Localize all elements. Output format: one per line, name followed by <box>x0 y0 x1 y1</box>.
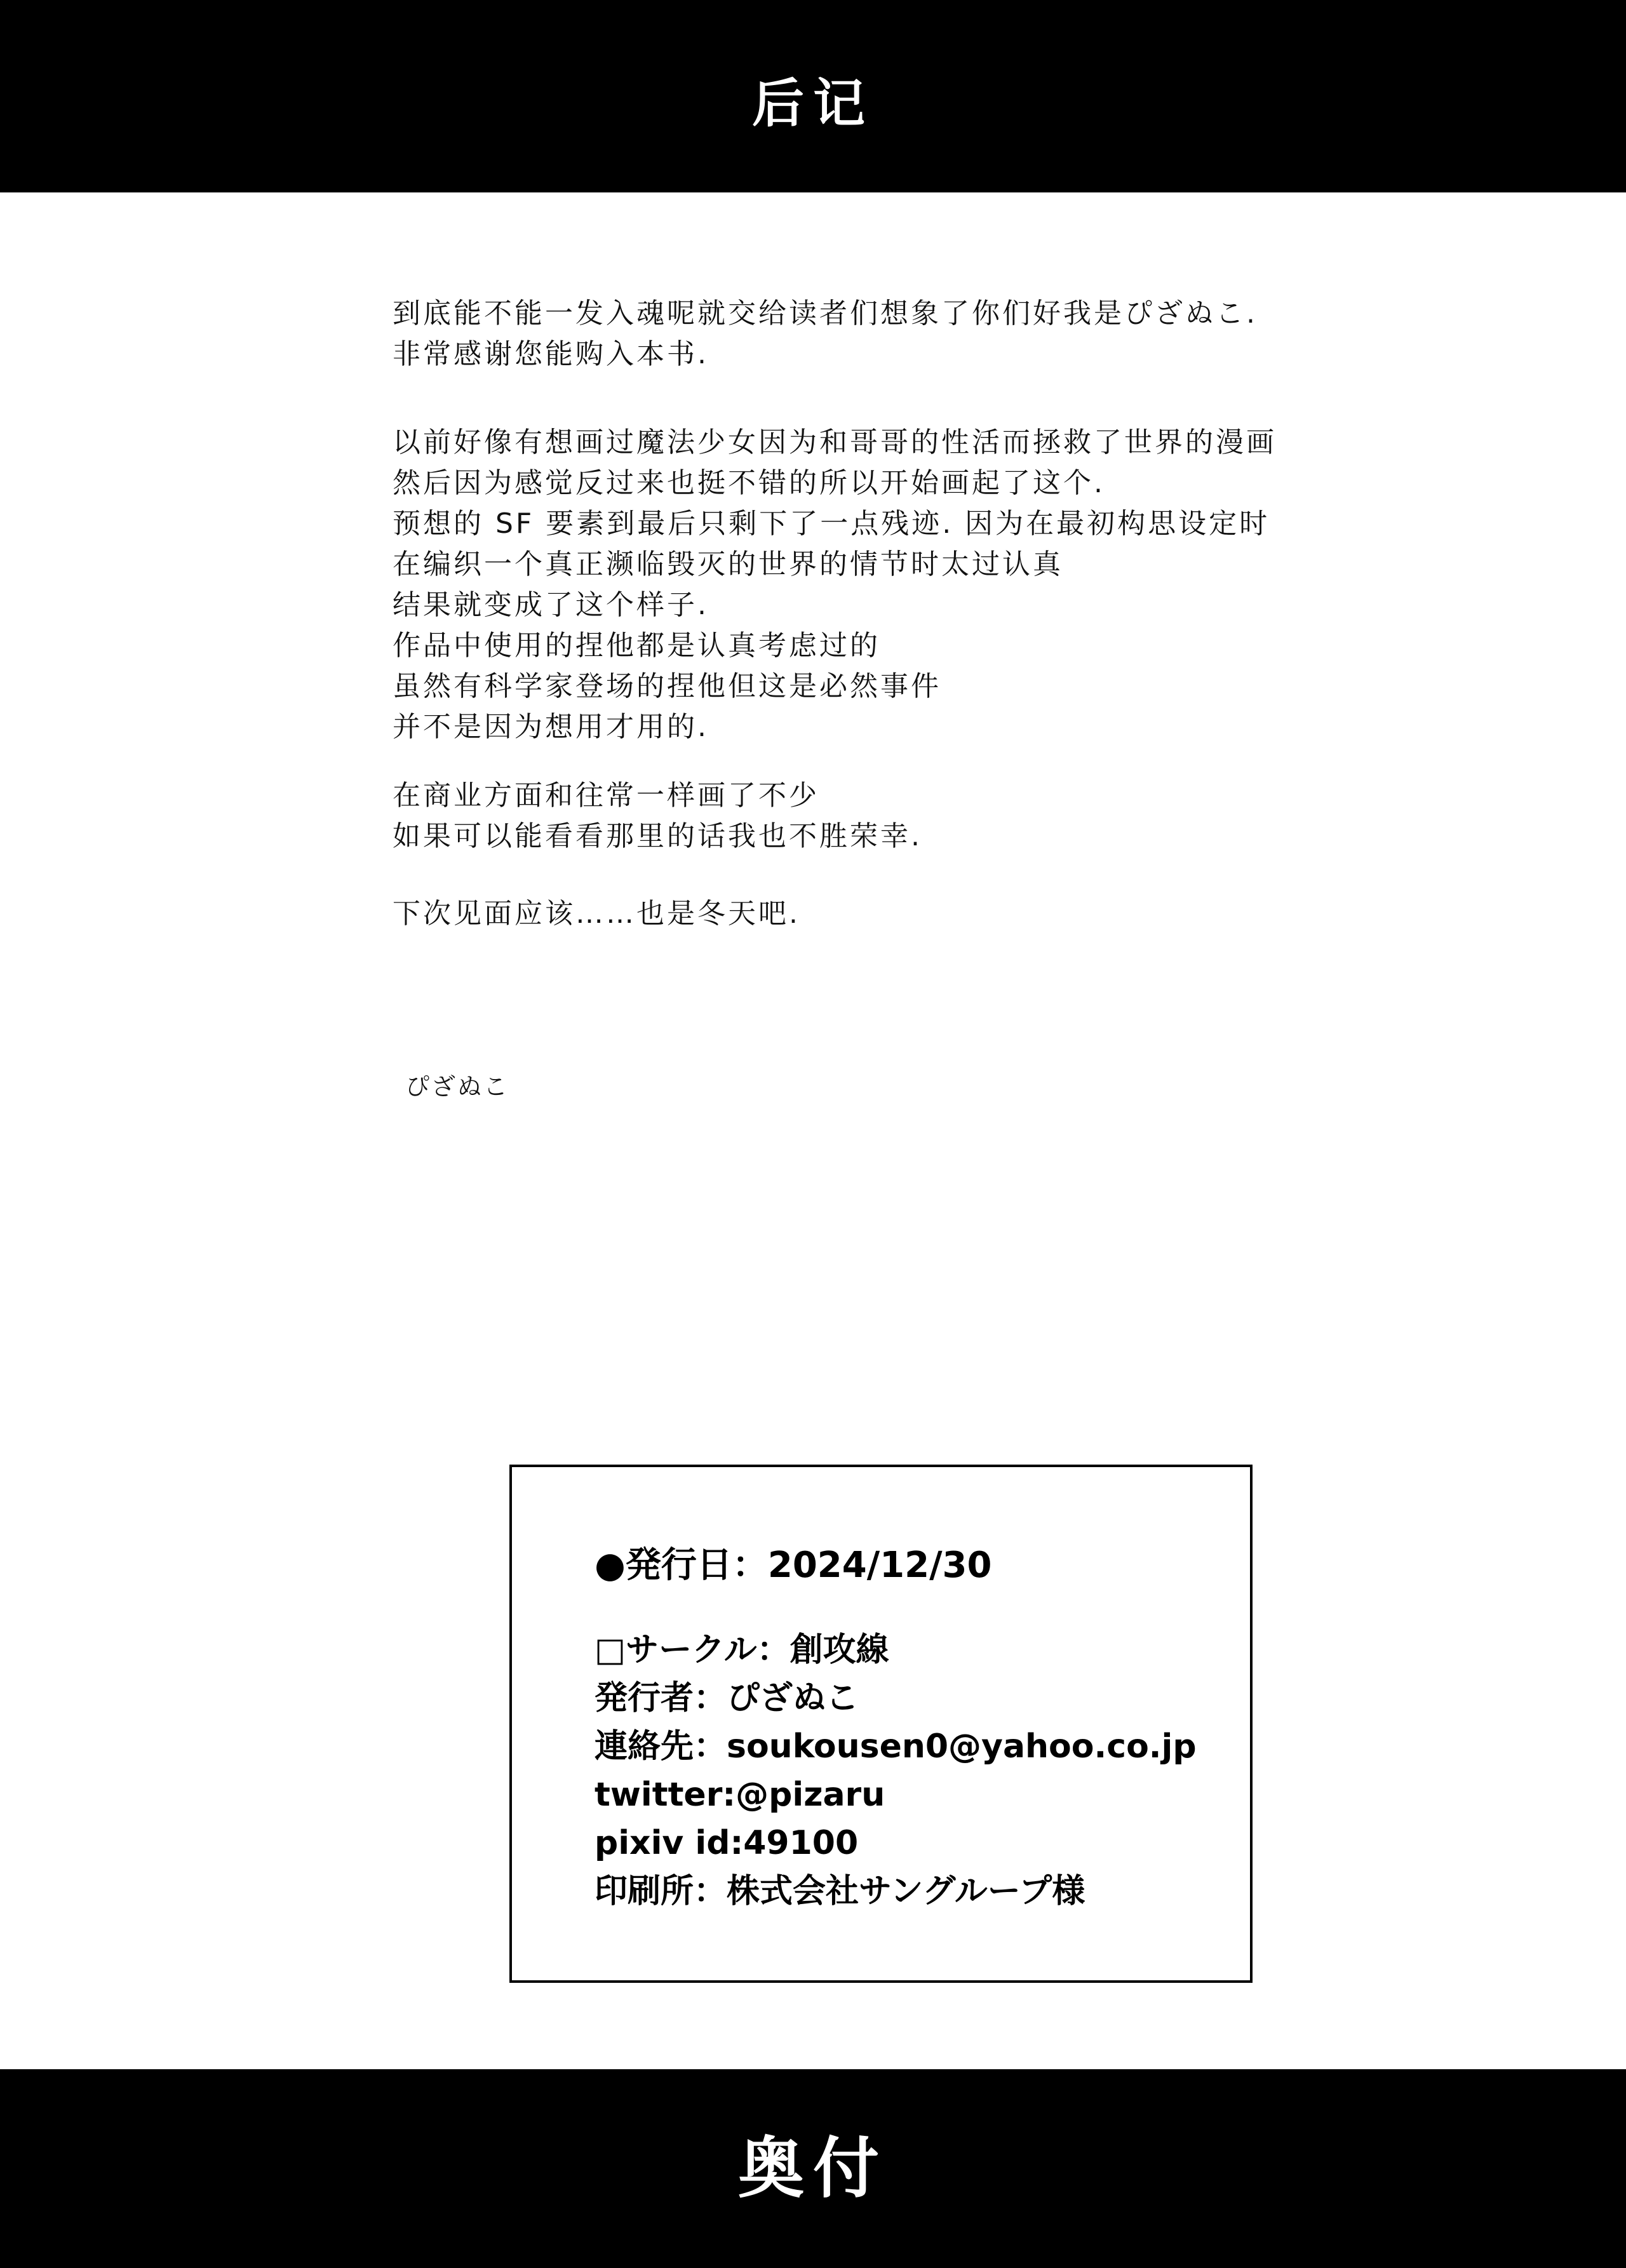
afterword-line: 以前好像有想画过魔法少女因为和哥哥的性活而拯救了世界的漫画 <box>393 426 1277 459</box>
header-band <box>0 0 1626 192</box>
afterword-line: 在商业方面和往常一样画了不少 <box>393 779 819 812</box>
afterword-line: 在编织一个真正濒临毁灭的世界的情节时太过认真 <box>393 548 1063 580</box>
publisher-name: 発行者：ぴざぬこ <box>595 1679 859 1717</box>
afterword-line: 下次见面应该……也是冬天吧. <box>393 897 800 930</box>
afterword-paragraph <box>393 775 1383 857</box>
afterword-line: 结果就变成了这个样子. <box>393 589 709 621</box>
colophon-details <box>595 1626 1197 1916</box>
afterword-paragraph <box>393 422 1383 748</box>
contact-email: 連絡先：soukousen0@yahoo.co.jp <box>595 1728 1197 1766</box>
afterword-paragraph <box>393 894 1383 934</box>
author-signature: ぴざぬこ <box>405 1073 510 1101</box>
afterword-line: 到底能不能一发入魂呢就交给读者们想象了你们好我是ぴざぬこ. <box>393 297 1258 330</box>
colophon-box <box>509 1465 1253 1983</box>
footer-title: 奥付 <box>737 2129 888 2207</box>
afterword-line: 虽然有科学家登场的捏他但这是必然事件 <box>393 670 941 702</box>
printer-name: 印刷所：株式会社サングループ様 <box>595 1872 1085 1910</box>
afterword-text <box>393 293 1383 934</box>
afterword-line: 然后因为感觉反过来也挺不错的所以开始画起了这个. <box>393 467 1105 499</box>
afterword-line: 非常感谢您能购入本书. <box>393 338 709 370</box>
afterword-line: 预想的 SF 要素到最后只剩下了一点残迹. 因为在最初构思设定时 <box>393 507 1270 540</box>
pixiv-id: pixiv id:49100 <box>595 1824 859 1862</box>
circle-name: □サークル：創攻線 <box>595 1631 889 1669</box>
afterword-paragraph <box>393 293 1383 375</box>
afterword-line: 如果可以能看看那里的话我也不胜荣幸. <box>393 820 922 852</box>
afterword-line: 作品中使用的捏他都是认真考虑过的 <box>393 629 880 662</box>
publication-date: ●発行日：2024/12/30 <box>595 1545 992 1586</box>
twitter-handle: twitter:@pizaru <box>595 1776 885 1814</box>
afterword-line: 并不是因为想用才用的. <box>393 711 709 743</box>
footer-band <box>0 2069 1626 2268</box>
page-title: 后记 <box>751 74 874 134</box>
